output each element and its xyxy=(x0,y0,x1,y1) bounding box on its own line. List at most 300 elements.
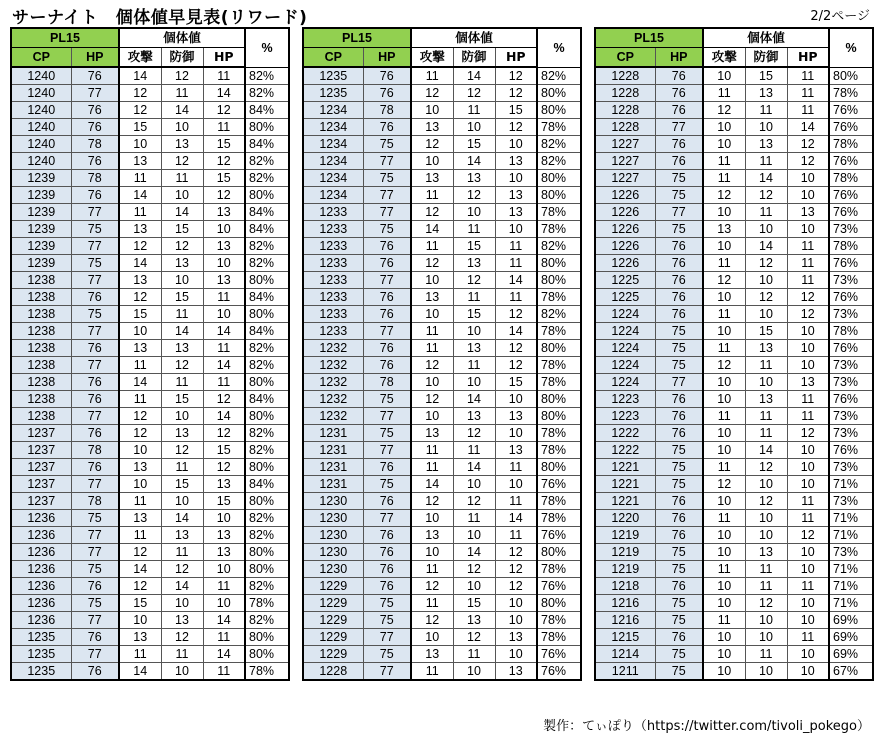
cp-cell: 1222 xyxy=(595,442,655,459)
defense-cell: 13 xyxy=(453,612,495,629)
stamina-cell: 15 xyxy=(495,374,537,391)
table-row xyxy=(11,527,289,544)
hp-cell: 77 xyxy=(363,323,411,340)
percent-cell: 73% xyxy=(829,374,873,391)
stamina-cell: 14 xyxy=(495,272,537,289)
cp-cell: 1229 xyxy=(303,578,363,595)
stamina-cell: 10 xyxy=(787,357,829,374)
defense-cell: 15 xyxy=(161,289,203,306)
hp-cell: 76 xyxy=(71,102,119,119)
defense-cell: 11 xyxy=(745,204,787,221)
defense-cell: 14 xyxy=(453,544,495,561)
attack-cell: 11 xyxy=(411,459,453,476)
attack-cell: 14 xyxy=(119,187,161,204)
attack-cell: 12 xyxy=(119,102,161,119)
level-header: PL15 xyxy=(11,28,119,48)
iv-group-header: 個体値 xyxy=(703,28,829,48)
attack-header: 攻撃 xyxy=(703,48,745,68)
cp-cell: 1239 xyxy=(11,204,71,221)
attack-cell: 10 xyxy=(411,408,453,425)
defense-cell: 14 xyxy=(161,323,203,340)
cp-cell: 1214 xyxy=(595,646,655,663)
table-row xyxy=(303,238,581,255)
table-row xyxy=(595,612,873,629)
cp-cell: 1238 xyxy=(11,272,71,289)
cp-cell: 1230 xyxy=(303,527,363,544)
table-row xyxy=(303,442,581,459)
hp-cell: 77 xyxy=(363,204,411,221)
attack-cell: 12 xyxy=(703,476,745,493)
attack-cell: 10 xyxy=(703,646,745,663)
table-row xyxy=(11,340,289,357)
hp-cell: 75 xyxy=(363,595,411,612)
hp-cell: 78 xyxy=(363,374,411,391)
percent-cell: 71% xyxy=(829,561,873,578)
defense-cell: 10 xyxy=(161,272,203,289)
stamina-cell: 10 xyxy=(203,306,245,323)
percent-cell: 80% xyxy=(245,119,289,136)
percent-cell: 84% xyxy=(245,136,289,153)
stamina-cell: 14 xyxy=(203,612,245,629)
stamina-cell: 11 xyxy=(787,272,829,289)
hp-cell: 75 xyxy=(655,357,703,374)
table-row xyxy=(595,323,873,340)
attack-cell: 12 xyxy=(411,493,453,510)
attack-cell: 11 xyxy=(411,187,453,204)
table-row xyxy=(11,595,289,612)
cp-cell: 1230 xyxy=(303,561,363,578)
defense-cell: 13 xyxy=(745,85,787,102)
attack-cell: 12 xyxy=(703,272,745,289)
percent-cell: 76% xyxy=(537,527,581,544)
percent-cell: 76% xyxy=(829,153,873,170)
hp-cell: 75 xyxy=(363,391,411,408)
cp-cell: 1219 xyxy=(595,544,655,561)
defense-header: 防御 xyxy=(745,48,787,68)
table-row xyxy=(303,221,581,238)
percent-cell: 80% xyxy=(537,408,581,425)
table-row xyxy=(11,578,289,595)
table-row xyxy=(595,340,873,357)
cp-cell: 1231 xyxy=(303,476,363,493)
percent-cell: 80% xyxy=(245,272,289,289)
stamina-cell: 13 xyxy=(203,476,245,493)
percent-cell: 76% xyxy=(537,476,581,493)
stamina-cell: 13 xyxy=(495,204,537,221)
hp-cell: 75 xyxy=(655,170,703,187)
defense-cell: 13 xyxy=(161,255,203,272)
table-row xyxy=(595,442,873,459)
cp-cell: 1222 xyxy=(595,425,655,442)
percent-cell: 80% xyxy=(245,187,289,204)
defense-cell: 11 xyxy=(745,357,787,374)
defense-cell: 12 xyxy=(161,153,203,170)
cp-cell: 1233 xyxy=(303,204,363,221)
table-row xyxy=(595,425,873,442)
percent-cell: 82% xyxy=(245,527,289,544)
defense-cell: 11 xyxy=(745,578,787,595)
table-row xyxy=(11,425,289,442)
hp-cell: 76 xyxy=(655,85,703,102)
attack-cell: 10 xyxy=(703,67,745,85)
attack-cell: 10 xyxy=(703,442,745,459)
hp-cell: 77 xyxy=(363,629,411,646)
stamina-cell: 14 xyxy=(203,408,245,425)
stamina-cell: 11 xyxy=(787,255,829,272)
attack-cell: 11 xyxy=(703,153,745,170)
attack-cell: 10 xyxy=(703,289,745,306)
stamina-cell: 12 xyxy=(787,136,829,153)
percent-cell: 82% xyxy=(245,238,289,255)
attack-cell: 11 xyxy=(119,646,161,663)
stamina-cell: 11 xyxy=(495,289,537,306)
percent-cell: 78% xyxy=(245,663,289,681)
table-row xyxy=(595,255,873,272)
cp-cell: 1218 xyxy=(595,578,655,595)
defense-cell: 14 xyxy=(161,204,203,221)
cp-cell: 1233 xyxy=(303,272,363,289)
cp-cell: 1234 xyxy=(303,136,363,153)
stamina-cell: 12 xyxy=(495,561,537,578)
defense-cell: 12 xyxy=(453,561,495,578)
percent-cell: 67% xyxy=(829,663,873,681)
cp-cell: 1237 xyxy=(11,459,71,476)
stamina-cell: 12 xyxy=(203,459,245,476)
stamina-cell: 11 xyxy=(787,238,829,255)
attack-cell: 14 xyxy=(119,663,161,681)
defense-cell: 12 xyxy=(161,67,203,85)
table-row xyxy=(303,170,581,187)
stamina-cell: 10 xyxy=(495,221,537,238)
stamina-cell: 13 xyxy=(787,374,829,391)
defense-cell: 13 xyxy=(745,544,787,561)
defense-cell: 13 xyxy=(161,612,203,629)
cp-cell: 1230 xyxy=(303,493,363,510)
attack-cell: 11 xyxy=(411,561,453,578)
table-row xyxy=(595,595,873,612)
hp-cell: 76 xyxy=(655,391,703,408)
table-row xyxy=(11,204,289,221)
hp-cell: 76 xyxy=(655,272,703,289)
level-header: PL15 xyxy=(303,28,411,48)
iv-group-header: 個体値 xyxy=(119,28,245,48)
table-row xyxy=(595,153,873,170)
hp-cell: 76 xyxy=(363,578,411,595)
attack-cell: 15 xyxy=(119,595,161,612)
defense-cell: 14 xyxy=(745,170,787,187)
percent-cell: 71% xyxy=(829,510,873,527)
hp-cell: 75 xyxy=(655,187,703,204)
hp-cell: 75 xyxy=(655,442,703,459)
defense-cell: 11 xyxy=(745,102,787,119)
defense-cell: 15 xyxy=(161,221,203,238)
percent-cell: 73% xyxy=(829,544,873,561)
table-row xyxy=(11,170,289,187)
stamina-cell: 11 xyxy=(203,663,245,681)
stamina-cell: 12 xyxy=(495,306,537,323)
attack-cell: 12 xyxy=(411,357,453,374)
percent-cell: 78% xyxy=(537,374,581,391)
hp-cell: 75 xyxy=(363,425,411,442)
table-row xyxy=(595,561,873,578)
hp-cell: 76 xyxy=(655,136,703,153)
stamina-cell: 10 xyxy=(203,255,245,272)
attack-cell: 14 xyxy=(119,374,161,391)
stamina-cell: 14 xyxy=(495,510,537,527)
percent-cell: 76% xyxy=(829,187,873,204)
table-row xyxy=(595,187,873,204)
hp-cell: 77 xyxy=(71,357,119,374)
attack-cell: 10 xyxy=(703,425,745,442)
attack-cell: 13 xyxy=(119,153,161,170)
percent-cell: 69% xyxy=(829,629,873,646)
hp-cell: 77 xyxy=(71,544,119,561)
percent-cell: 76% xyxy=(537,663,581,681)
stamina-cell: 14 xyxy=(203,85,245,102)
table-row xyxy=(11,255,289,272)
hp-cell: 76 xyxy=(363,67,411,85)
hp-cell: 77 xyxy=(363,272,411,289)
table-row xyxy=(595,170,873,187)
stamina-cell: 10 xyxy=(787,187,829,204)
defense-cell: 13 xyxy=(161,425,203,442)
hp-cell: 77 xyxy=(363,187,411,204)
table-row xyxy=(303,629,581,646)
stamina-cell: 13 xyxy=(495,629,537,646)
stamina-cell: 10 xyxy=(495,595,537,612)
stamina-cell: 12 xyxy=(203,425,245,442)
table-row xyxy=(303,544,581,561)
attack-cell: 11 xyxy=(411,595,453,612)
cp-cell: 1234 xyxy=(303,153,363,170)
percent-cell: 78% xyxy=(245,595,289,612)
hp-cell: 75 xyxy=(71,306,119,323)
table-row xyxy=(595,119,873,136)
hp-cell: 75 xyxy=(655,646,703,663)
attack-cell: 13 xyxy=(119,510,161,527)
defense-cell: 10 xyxy=(453,663,495,681)
defense-cell: 12 xyxy=(745,459,787,476)
defense-cell: 15 xyxy=(453,238,495,255)
percent-cell: 73% xyxy=(829,357,873,374)
defense-cell: 15 xyxy=(453,306,495,323)
defense-cell: 10 xyxy=(453,476,495,493)
cp-cell: 1238 xyxy=(11,408,71,425)
stamina-cell: 11 xyxy=(787,102,829,119)
stamina-cell: 11 xyxy=(787,391,829,408)
hp-cell: 77 xyxy=(71,204,119,221)
defense-cell: 10 xyxy=(453,374,495,391)
defense-cell: 11 xyxy=(453,510,495,527)
attack-cell: 12 xyxy=(411,255,453,272)
defense-cell: 10 xyxy=(161,119,203,136)
defense-cell: 12 xyxy=(745,289,787,306)
cp-cell: 1227 xyxy=(595,153,655,170)
defense-cell: 12 xyxy=(161,561,203,578)
percent-header: % xyxy=(829,28,873,67)
stamina-cell: 12 xyxy=(495,340,537,357)
hp-cell: 76 xyxy=(71,67,119,85)
defense-cell: 12 xyxy=(453,85,495,102)
table-row xyxy=(303,561,581,578)
attack-cell: 13 xyxy=(411,289,453,306)
stamina-cell: 14 xyxy=(203,357,245,374)
hp-cell: 76 xyxy=(363,459,411,476)
defense-cell: 12 xyxy=(161,629,203,646)
table-row xyxy=(303,306,581,323)
hp-cell: 76 xyxy=(71,153,119,170)
attack-cell: 10 xyxy=(411,629,453,646)
percent-cell: 80% xyxy=(245,629,289,646)
percent-cell: 82% xyxy=(537,153,581,170)
table-row xyxy=(303,646,581,663)
attack-cell: 10 xyxy=(703,544,745,561)
percent-cell: 78% xyxy=(537,442,581,459)
table-row xyxy=(11,391,289,408)
attack-cell: 12 xyxy=(119,425,161,442)
attack-cell: 10 xyxy=(119,476,161,493)
attack-cell: 12 xyxy=(119,289,161,306)
stamina-cell: 10 xyxy=(787,442,829,459)
cp-cell: 1238 xyxy=(11,323,71,340)
defense-cell: 10 xyxy=(745,510,787,527)
table-row xyxy=(303,493,581,510)
cp-cell: 1236 xyxy=(11,595,71,612)
percent-cell: 76% xyxy=(829,289,873,306)
percent-cell: 78% xyxy=(537,289,581,306)
percent-cell: 73% xyxy=(829,272,873,289)
cp-cell: 1228 xyxy=(303,663,363,681)
hp-cell: 76 xyxy=(363,119,411,136)
defense-cell: 14 xyxy=(745,442,787,459)
table-row xyxy=(303,425,581,442)
cp-cell: 1220 xyxy=(595,510,655,527)
cp-cell: 1216 xyxy=(595,612,655,629)
stamina-cell: 11 xyxy=(203,629,245,646)
defense-cell: 13 xyxy=(453,255,495,272)
table-row xyxy=(303,612,581,629)
attack-cell: 12 xyxy=(411,204,453,221)
stamina-cell: 10 xyxy=(787,476,829,493)
percent-cell: 71% xyxy=(829,578,873,595)
table-row xyxy=(303,340,581,357)
stamina-cell: 10 xyxy=(787,170,829,187)
attack-cell: 10 xyxy=(703,204,745,221)
stamina-cell: 13 xyxy=(203,544,245,561)
defense-cell: 12 xyxy=(453,272,495,289)
table-row xyxy=(11,442,289,459)
stamina-cell: 15 xyxy=(495,102,537,119)
cp-cell: 1229 xyxy=(303,629,363,646)
stamina-cell: 10 xyxy=(495,391,537,408)
cp-cell: 1236 xyxy=(11,578,71,595)
defense-cell: 10 xyxy=(745,476,787,493)
cp-header: CP xyxy=(11,48,71,68)
stamina-cell: 13 xyxy=(495,408,537,425)
defense-cell: 15 xyxy=(453,595,495,612)
defense-cell: 15 xyxy=(161,391,203,408)
cp-cell: 1238 xyxy=(11,357,71,374)
defense-cell: 12 xyxy=(161,238,203,255)
defense-cell: 11 xyxy=(745,153,787,170)
percent-header: % xyxy=(537,28,581,67)
table-row xyxy=(595,102,873,119)
table-row xyxy=(11,272,289,289)
defense-cell: 15 xyxy=(453,136,495,153)
cp-cell: 1232 xyxy=(303,374,363,391)
cp-cell: 1239 xyxy=(11,187,71,204)
percent-cell: 78% xyxy=(829,85,873,102)
cp-cell: 1236 xyxy=(11,527,71,544)
hp-cell: 77 xyxy=(363,442,411,459)
table-row xyxy=(11,459,289,476)
defense-cell: 11 xyxy=(745,561,787,578)
cp-cell: 1224 xyxy=(595,323,655,340)
cp-cell: 1224 xyxy=(595,357,655,374)
defense-cell: 11 xyxy=(745,408,787,425)
table-row xyxy=(11,629,289,646)
cp-cell: 1228 xyxy=(595,102,655,119)
hp-cell: 76 xyxy=(71,391,119,408)
hp-cell: 76 xyxy=(655,102,703,119)
attack-cell: 11 xyxy=(703,340,745,357)
cp-cell: 1223 xyxy=(595,408,655,425)
table-row xyxy=(11,408,289,425)
cp-cell: 1234 xyxy=(303,102,363,119)
stamina-cell: 10 xyxy=(495,425,537,442)
defense-cell: 10 xyxy=(161,663,203,681)
defense-cell: 11 xyxy=(161,374,203,391)
cp-cell: 1235 xyxy=(11,646,71,663)
cp-cell: 1232 xyxy=(303,340,363,357)
cp-cell: 1238 xyxy=(11,306,71,323)
hp-cell: 76 xyxy=(71,459,119,476)
stamina-cell: 12 xyxy=(203,102,245,119)
stamina-cell: 15 xyxy=(203,136,245,153)
hp-cell: 76 xyxy=(655,425,703,442)
cp-cell: 1236 xyxy=(11,544,71,561)
cp-cell: 1231 xyxy=(303,459,363,476)
stamina-cell: 13 xyxy=(787,204,829,221)
defense-cell: 14 xyxy=(453,153,495,170)
defense-cell: 12 xyxy=(453,493,495,510)
attack-cell: 10 xyxy=(411,272,453,289)
hp-cell: 77 xyxy=(655,204,703,221)
stamina-cell: 10 xyxy=(787,646,829,663)
table-row xyxy=(595,272,873,289)
table-row xyxy=(303,153,581,170)
defense-cell: 12 xyxy=(161,357,203,374)
defense-cell: 12 xyxy=(161,442,203,459)
stamina-cell: 12 xyxy=(203,187,245,204)
percent-cell: 78% xyxy=(537,561,581,578)
defense-cell: 10 xyxy=(453,204,495,221)
stamina-cell: 14 xyxy=(203,646,245,663)
defense-cell: 13 xyxy=(161,527,203,544)
hp-cell: 78 xyxy=(71,442,119,459)
percent-cell: 80% xyxy=(537,170,581,187)
percent-header: % xyxy=(245,28,289,67)
hp-header: HP xyxy=(71,48,119,68)
attack-cell: 10 xyxy=(119,612,161,629)
defense-cell: 10 xyxy=(745,306,787,323)
hp-cell: 75 xyxy=(363,476,411,493)
percent-cell: 78% xyxy=(537,323,581,340)
hp-cell: 77 xyxy=(71,646,119,663)
hp-cell: 75 xyxy=(655,663,703,681)
defense-cell: 11 xyxy=(745,646,787,663)
stamina-cell: 12 xyxy=(495,544,537,561)
